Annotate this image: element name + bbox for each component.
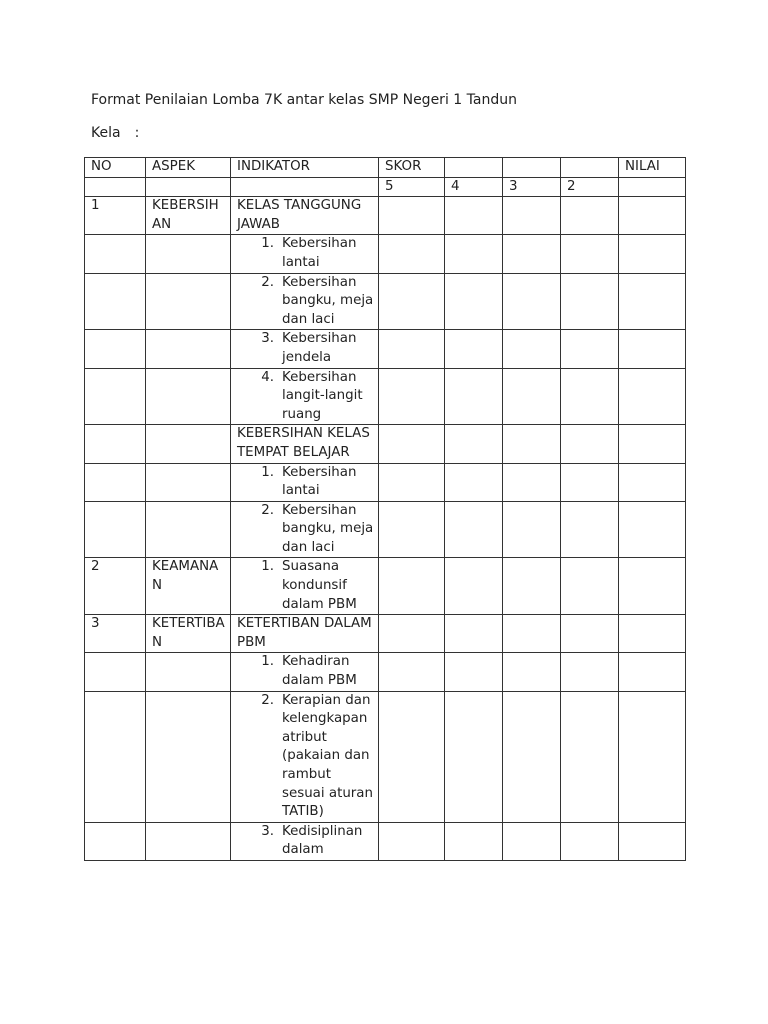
- score-cell: [503, 691, 561, 822]
- row-aspek: [146, 501, 231, 558]
- table-row: [85, 558, 686, 615]
- header-row: [85, 158, 686, 178]
- score-cell: [445, 235, 503, 273]
- table-row: [85, 273, 686, 330]
- numbered-indicator: [237, 464, 374, 501]
- assessment-table: [84, 157, 686, 861]
- score-cell: [379, 558, 445, 615]
- score-cell: [379, 425, 445, 463]
- row-indikator: [231, 330, 379, 368]
- table-row: [85, 615, 686, 653]
- score-cell: [503, 425, 561, 463]
- score-cell: [379, 197, 445, 235]
- indicator-text: Kehadiran dalam PBM: [282, 654, 357, 689]
- indicator-number: 1.: [261, 654, 274, 670]
- numbered-indicator: [237, 653, 374, 690]
- table-row: [85, 330, 686, 368]
- row-aspek: [146, 368, 231, 425]
- table-row: [85, 197, 686, 235]
- score-cell: [445, 463, 503, 501]
- score-cell: [445, 691, 503, 822]
- header-no: NO: [85, 158, 146, 178]
- score-cell: [503, 197, 561, 235]
- score-cell: [561, 615, 619, 653]
- row-indikator: [231, 273, 379, 330]
- score-cell: [561, 463, 619, 501]
- score-cell: [503, 653, 561, 691]
- row-indikator: [231, 691, 379, 822]
- table-row: [85, 501, 686, 558]
- score-cell: [503, 368, 561, 425]
- nilai-cell: [619, 501, 686, 558]
- document-title: Format Penilaian Lomba 7K antar kelas SMP Negeri 1 Tandun: [91, 92, 517, 108]
- score-cell: [503, 463, 561, 501]
- score-cell: [445, 653, 503, 691]
- score-cell: [561, 368, 619, 425]
- header-blank: [231, 177, 379, 197]
- header-blank: [561, 158, 619, 178]
- nilai-cell: [619, 197, 686, 235]
- indicator-text: Kerapian dan kelengkapan atribut (pakaian dan rambut sesuai aturan TATIB): [282, 692, 374, 820]
- table-row: [85, 235, 686, 273]
- row-indikator: [231, 501, 379, 558]
- indicator-text: Suasana kondunsif dalam PBM: [282, 559, 357, 612]
- nilai-cell: [619, 691, 686, 822]
- table-row: [85, 463, 686, 501]
- indicator-number: 2.: [261, 692, 274, 708]
- score-cell: [561, 197, 619, 235]
- indicator-number: 2.: [261, 502, 274, 518]
- score-cell: [379, 501, 445, 558]
- nilai-cell: [619, 653, 686, 691]
- header-indikator: INDIKATOR: [231, 158, 379, 178]
- score-cell: [379, 615, 445, 653]
- score-cell: [561, 235, 619, 273]
- score-cell: [503, 501, 561, 558]
- score-cell: [445, 273, 503, 330]
- indicator-number: 3.: [261, 823, 274, 839]
- indicator-number: 3.: [261, 331, 274, 347]
- nilai-cell: [619, 558, 686, 615]
- table-row: [85, 653, 686, 691]
- indicator-text: Kebersihan lantai: [282, 464, 357, 499]
- score-cell: [445, 615, 503, 653]
- row-no: [85, 368, 146, 425]
- row-indikator: [231, 463, 379, 501]
- row-aspek: [146, 822, 231, 860]
- row-aspek: KEBERSIHAN: [146, 197, 231, 235]
- score-cell: [379, 273, 445, 330]
- row-indikator: [231, 368, 379, 425]
- indicator-text: Kebersihan lantai: [282, 236, 357, 270]
- numbered-indicator: [237, 823, 374, 860]
- score-cell: [445, 197, 503, 235]
- score-cell: [379, 463, 445, 501]
- nilai-cell: [619, 425, 686, 463]
- score-cell: [445, 425, 503, 463]
- row-no: [85, 235, 146, 273]
- skor-value: 2: [561, 177, 619, 197]
- row-aspek: [146, 691, 231, 822]
- header-blank: [85, 177, 146, 197]
- row-no: 1: [85, 197, 146, 235]
- score-scale-row: [85, 177, 686, 197]
- indicator-text: Kebersihan jendela: [282, 331, 357, 365]
- row-aspek: KEAMANAN: [146, 558, 231, 615]
- score-cell: [561, 822, 619, 860]
- row-indikator: KEBERSIHAN KELAS TEMPAT BELAJAR: [231, 425, 379, 463]
- score-cell: [503, 273, 561, 330]
- row-indikator: [231, 235, 379, 273]
- kelas-label: Kela: [91, 125, 121, 141]
- indicator-number: 1.: [261, 236, 274, 252]
- score-cell: [379, 330, 445, 368]
- score-cell: [561, 273, 619, 330]
- score-cell: [445, 822, 503, 860]
- row-aspek: [146, 463, 231, 501]
- indicator-number: 1.: [261, 559, 274, 575]
- numbered-indicator: [237, 274, 374, 330]
- row-no: [85, 463, 146, 501]
- row-aspek: [146, 235, 231, 273]
- numbered-indicator: [237, 235, 374, 272]
- row-indikator: [231, 653, 379, 691]
- header-skor: SKOR: [379, 158, 445, 178]
- indicator-text: Kedisiplinan dalam: [282, 823, 363, 858]
- row-aspek: [146, 330, 231, 368]
- nilai-cell: [619, 273, 686, 330]
- score-cell: [379, 235, 445, 273]
- indicator-text: Kebersihan langit-langit ruang: [282, 369, 363, 422]
- header-blank: [503, 158, 561, 178]
- row-aspek: KETERTIBAN: [146, 615, 231, 653]
- indicator-text: Kebersihan bangku, meja dan laci: [282, 502, 374, 555]
- header-aspek: ASPEK: [146, 158, 231, 178]
- indicator-number: 2.: [261, 274, 274, 290]
- table-row: [85, 822, 686, 860]
- score-cell: [445, 368, 503, 425]
- score-cell: [503, 822, 561, 860]
- row-indikator: [231, 822, 379, 860]
- nilai-cell: [619, 615, 686, 653]
- table-row: [85, 368, 686, 425]
- header-blank: [619, 177, 686, 197]
- header-blank: [445, 158, 503, 178]
- score-cell: [503, 558, 561, 615]
- nilai-cell: [619, 235, 686, 273]
- nilai-cell: [619, 822, 686, 860]
- nilai-cell: [619, 463, 686, 501]
- score-cell: [445, 330, 503, 368]
- score-cell: [379, 653, 445, 691]
- kelas-colon: :: [134, 125, 140, 141]
- indicator-number: 1.: [261, 464, 274, 480]
- score-cell: [561, 425, 619, 463]
- row-no: 3: [85, 615, 146, 653]
- row-indikator: KETERTIBAN DALAM PBM: [231, 615, 379, 653]
- score-cell: [561, 691, 619, 822]
- score-cell: [379, 691, 445, 822]
- row-no: [85, 822, 146, 860]
- row-no: [85, 330, 146, 368]
- skor-value: 4: [445, 177, 503, 197]
- numbered-indicator: [237, 369, 374, 425]
- kelas-line: [91, 124, 139, 142]
- score-cell: [503, 330, 561, 368]
- table-row: [85, 691, 686, 822]
- row-no: [85, 501, 146, 558]
- row-indikator: [231, 558, 379, 615]
- row-aspek: [146, 273, 231, 330]
- indicator-number: 4.: [261, 369, 274, 385]
- row-aspek: [146, 425, 231, 463]
- numbered-indicator: [237, 558, 374, 614]
- numbered-indicator: [237, 502, 374, 558]
- header-blank: [146, 177, 231, 197]
- table-row: [85, 425, 686, 463]
- skor-value: 3: [503, 177, 561, 197]
- skor-value: 5: [379, 177, 445, 197]
- header-nilai: NILAI: [619, 158, 686, 178]
- score-cell: [503, 615, 561, 653]
- score-cell: [503, 235, 561, 273]
- score-cell: [379, 822, 445, 860]
- row-no: [85, 273, 146, 330]
- row-no: [85, 691, 146, 822]
- nilai-cell: [619, 368, 686, 425]
- row-indikator: KELAS TANGGUNG JAWAB: [231, 197, 379, 235]
- score-cell: [561, 501, 619, 558]
- row-no: 2: [85, 558, 146, 615]
- score-cell: [379, 368, 445, 425]
- score-cell: [445, 501, 503, 558]
- row-no: [85, 653, 146, 691]
- numbered-indicator: [237, 330, 374, 367]
- indicator-text: Kebersihan bangku, meja dan laci: [282, 274, 374, 327]
- numbered-indicator: [237, 692, 374, 822]
- nilai-cell: [619, 330, 686, 368]
- row-no: [85, 425, 146, 463]
- score-cell: [561, 330, 619, 368]
- score-cell: [561, 558, 619, 615]
- score-cell: [561, 653, 619, 691]
- score-cell: [445, 558, 503, 615]
- row-aspek: [146, 653, 231, 691]
